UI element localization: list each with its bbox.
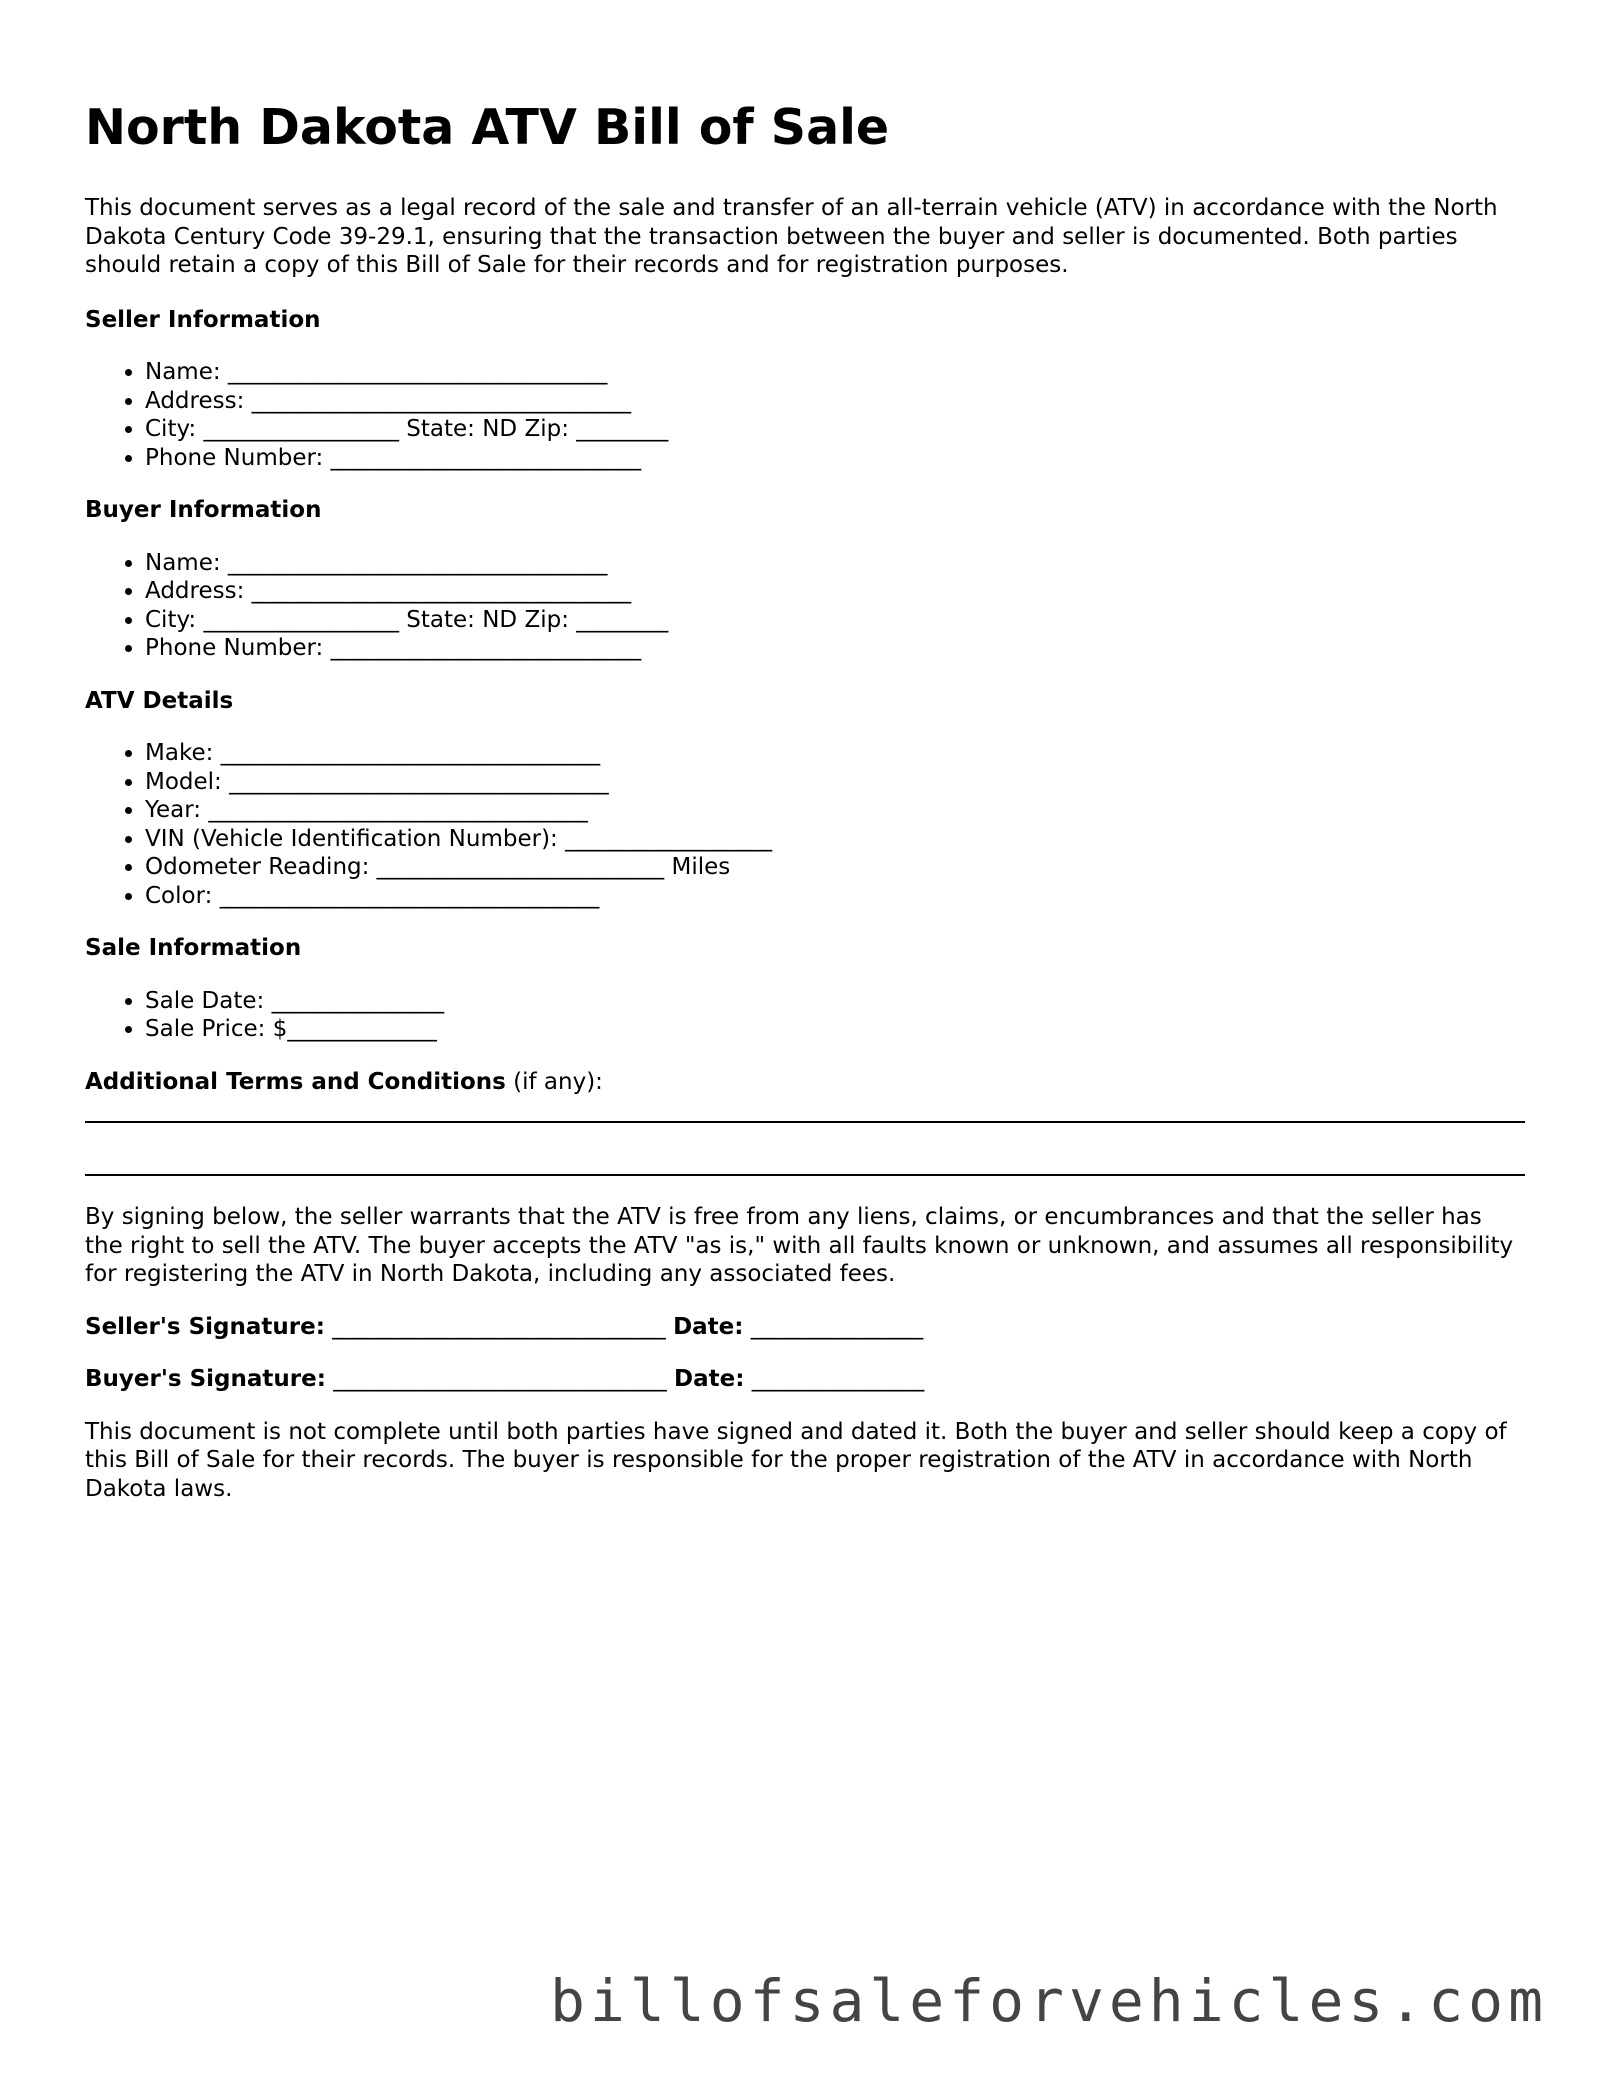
seller-name-field: • Name: _________________________________: [145, 358, 1525, 387]
seller-signature-line: [85, 1313, 1525, 1342]
buyer-signature-blank: _____________________________: [325, 1366, 675, 1393]
atv-heading: ATV Details: [85, 687, 234, 714]
terms-heading-suffix: (if any):: [505, 1068, 603, 1095]
seller-address-field: • Address: _________________________________: [145, 387, 1525, 416]
seller-list: [85, 358, 1525, 472]
page-title: North Dakota ATV Bill of Sale: [85, 99, 890, 156]
atv-year-field: • Year: _________________________________: [145, 796, 1525, 825]
buyer-address-field: • Address: _________________________________: [145, 577, 1525, 606]
sale-date-field: • Sale Date: _______________: [145, 987, 1525, 1016]
sale-list: [85, 987, 1525, 1044]
buyer-phone-field: • Phone Number: ___________________________: [145, 634, 1525, 663]
atv-vin-field: • VIN (Vehicle Identification Number): __________________: [145, 825, 1525, 854]
document-page: [85, 100, 1525, 1503]
watermark: billofsaleforvehicles.com: [550, 1967, 1548, 2035]
seller-date-blank: _______________: [743, 1313, 924, 1340]
buyer-signature-line: [85, 1365, 1525, 1394]
seller-phone-field: • Phone Number: ___________________________: [145, 444, 1525, 473]
sale-price-field: • Sale Price: $_____________: [145, 1015, 1525, 1044]
atv-list: [85, 739, 1525, 910]
atv-make-field: • Make: _________________________________: [145, 739, 1525, 768]
closing-paragraph: This document is not complete until both parties have signed and dated it. Both the buyer and seller should keep a copy of this Bill of Sale for their records. The buyer is responsible for the proper registration of the ATV in accordance with North Dakota laws.: [85, 1418, 1507, 1502]
atv-color-field: • Color: _________________________________: [145, 882, 1525, 911]
buyer-list: [85, 549, 1525, 663]
seller-date-label: Date:: [673, 1313, 744, 1340]
buyer-date-blank: _______________: [744, 1366, 925, 1393]
seller-signature-blank: _____________________________: [324, 1313, 674, 1340]
seller-signature-label: Seller's Signature:: [85, 1313, 325, 1340]
warranty-paragraph: By signing below, the seller warrants that the ATV is free from any liens, claims, or encumbrances and that the seller has the right to sell the ATV. The buyer accepts the ATV "as is," with all faults known or unknown, and assumes all responsibility for registering the ATV in North Dakota, including any associated fees.: [85, 1204, 1514, 1288]
seller-heading: Seller Information: [85, 306, 321, 333]
buyer-signature-label: Buyer's Signature:: [85, 1366, 326, 1393]
terms-line-2: [85, 1174, 1525, 1176]
seller-city-field: • City: _________________ State: ND Zip: ________: [145, 415, 1525, 444]
terms-heading-bold: Additional Terms and Conditions: [85, 1068, 506, 1095]
buyer-name-field: • Name: _________________________________: [145, 549, 1525, 578]
intro-paragraph: This document serves as a legal record of the sale and transfer of an all-terrain vehicle (ATV) in accordance with the North Dakota Century Code 39-29.1, ensuring that the transaction between the buyer and seller is documented. Both parties should retain a copy of this Bill of Sale for their records and for registration purposes.: [85, 195, 1498, 279]
buyer-city-field: • City: _________________ State: ND Zip: ________: [145, 606, 1525, 635]
atv-odometer-field: • Odometer Reading: _________________________ Miles: [145, 853, 1525, 882]
terms-line-1: [85, 1121, 1525, 1123]
terms-heading: [85, 1068, 1525, 1097]
buyer-date-label: Date:: [674, 1366, 745, 1393]
buyer-heading: Buyer Information: [85, 497, 322, 524]
atv-model-field: • Model: _________________________________: [145, 768, 1525, 797]
sale-heading: Sale Information: [85, 935, 302, 962]
